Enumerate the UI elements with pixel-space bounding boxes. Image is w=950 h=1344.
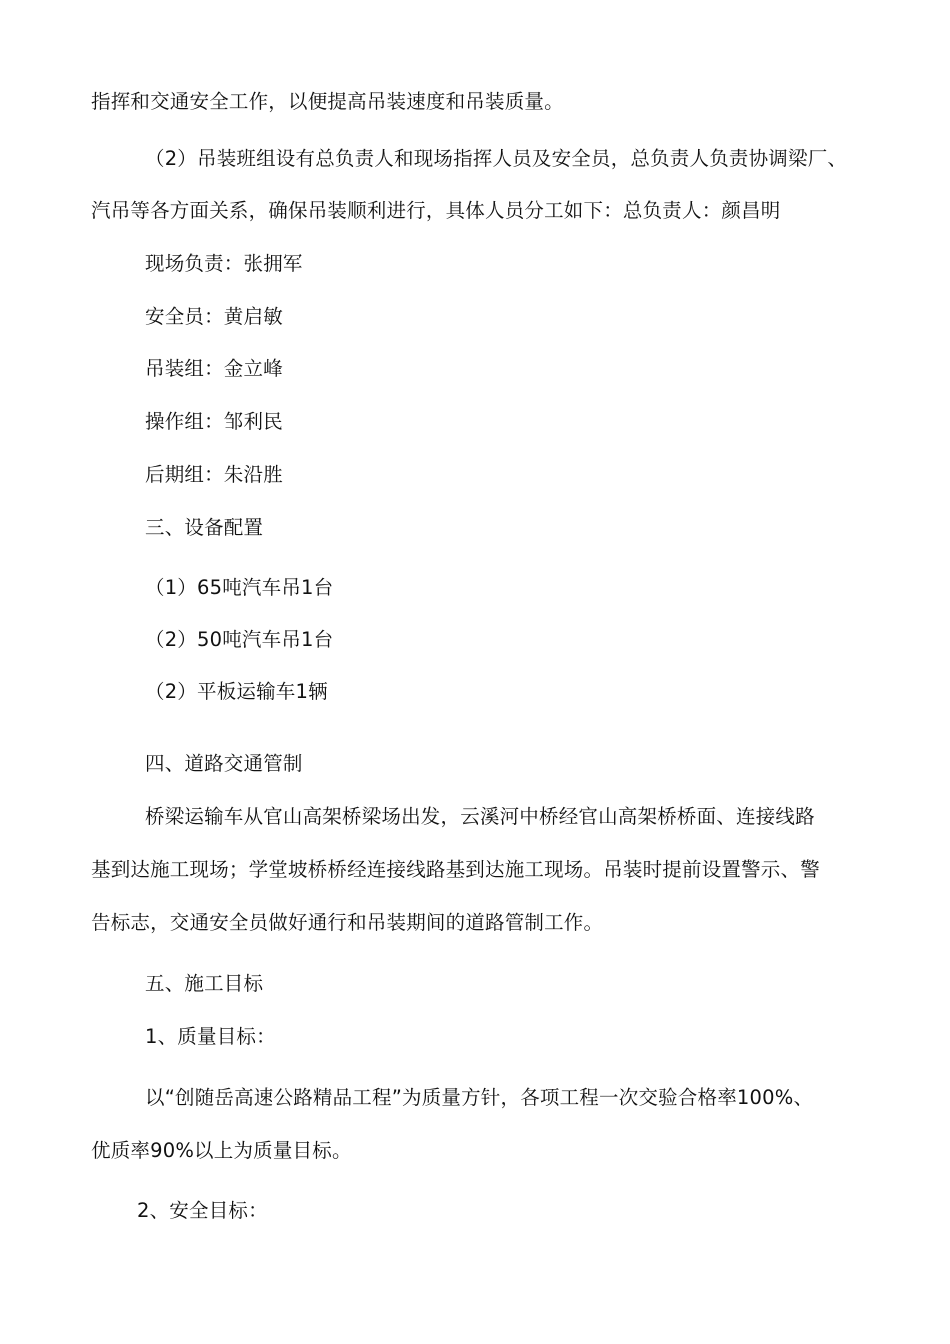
paragraph-line: 操作组：邹利民: [145, 410, 283, 433]
subsection-heading: 2、安全目标：: [137, 1199, 268, 1222]
paragraph-line: 基到达施工现场；学堂坡桥桥经连接线路基到达施工现场。吊装时提前设置警示、警: [91, 858, 820, 881]
paragraph-line: 安全员：黄启敏: [145, 305, 283, 328]
list-item: （2）50吨汽车吊1台: [145, 628, 334, 651]
list-item: （2）平板运输车1辆: [145, 680, 328, 703]
paragraph-line: 告标志，交通安全员做好通行和吊装期间的道路管制工作。: [91, 911, 604, 934]
paragraph-line: 汽吊等各方面关系，确保吊装顺利进行，具体人员分工如下：总负责人：颜昌明: [91, 199, 781, 222]
section-heading: 三、设备配置: [145, 516, 264, 539]
paragraph-line: 优质率90%以上为质量目标。: [91, 1139, 352, 1162]
subsection-heading: 1、质量目标：: [145, 1025, 276, 1048]
paragraph-line: 后期组：朱沿胜: [145, 463, 283, 486]
paragraph-line: （2）吊装班组设有总负责人和现场指挥人员及安全员，总负责人负责协调梁厂、: [145, 147, 848, 170]
paragraph-line: 指挥和交通安全工作，以便提高吊装速度和吊装质量。: [91, 90, 564, 113]
list-item: （1）65吨汽车吊1台: [145, 576, 334, 599]
paragraph-line: 桥梁运输车从官山高架桥梁场出发，云溪河中桥经官山高架桥桥面、连接线路: [145, 805, 815, 828]
paragraph-line: 吊装组：金立峰: [145, 357, 283, 380]
section-heading: 五、施工目标: [145, 972, 264, 995]
section-heading: 四、道路交通管制: [145, 752, 303, 775]
paragraph-line: 现场负责：张拥军: [145, 252, 303, 275]
paragraph-line: 以“创随岳高速公路精品工程”为质量方针，各项工程一次交验合格率100%、: [145, 1086, 814, 1109]
